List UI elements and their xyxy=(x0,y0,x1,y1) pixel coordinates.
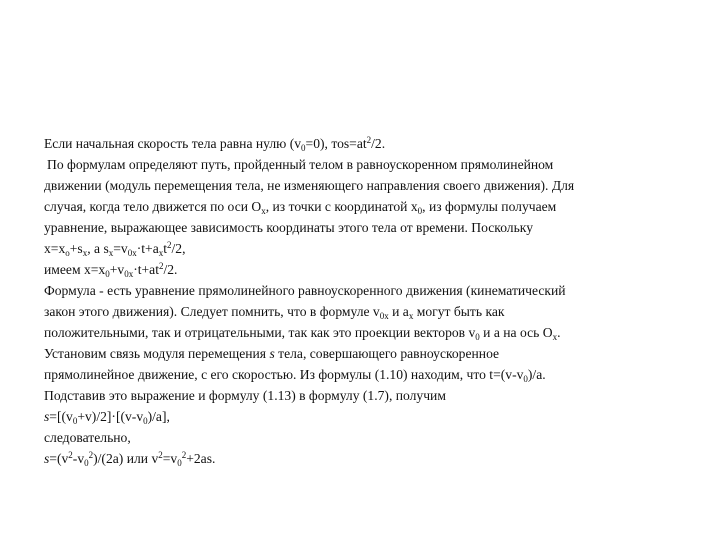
text-run: +s xyxy=(69,241,83,256)
superscript-text: 2 xyxy=(366,135,372,145)
text-run: ·t+at xyxy=(133,262,159,277)
text-run: -v xyxy=(72,451,85,466)
superscript-text: 2 xyxy=(167,240,172,250)
subscript-text: x xyxy=(261,206,266,216)
subscript-text: 0 xyxy=(72,416,78,426)
text-run: следовательно, xyxy=(44,430,131,445)
text-run: s xyxy=(269,346,275,361)
text-run: +2as. xyxy=(186,451,216,466)
text-run: тела, совершающего равноускоренное xyxy=(274,346,500,361)
text-run: Установим связь модуля перемещения xyxy=(44,346,270,361)
superscript-text: 2 xyxy=(88,450,94,460)
superscript-text: 2 xyxy=(158,450,163,460)
text-run: имеем x=x xyxy=(44,262,106,277)
text-run: =(v xyxy=(49,451,69,466)
text-run: =0), тоs=at xyxy=(305,136,367,151)
text-line xyxy=(44,301,680,322)
text-run: +v)/2]·[(v-v xyxy=(77,409,144,424)
text-run: +v xyxy=(109,262,125,277)
text-run: Если начальная скорость тела равна нулю (v xyxy=(44,136,302,151)
text-run: )/(2a) или v xyxy=(93,451,159,466)
subscript-text: x xyxy=(82,248,88,258)
text-line xyxy=(44,196,680,217)
superscript-text: 2 xyxy=(181,450,187,460)
subscript-text: x xyxy=(408,311,414,321)
text-run: Формула - есть уравнение прямолинейного равноускоренного движения (кинематический xyxy=(44,283,566,298)
text-run: уравнение, выражающее зависимость координаты этого тела от времени. Поскольку xyxy=(44,220,534,235)
subscript-text: 0 xyxy=(523,374,528,384)
text-run: движении (модуль перемещения тела, не изменяющего направления своего движения). Для xyxy=(44,178,575,193)
subscript-text: 0x xyxy=(379,311,389,321)
subscript-text: 0x xyxy=(124,269,134,279)
text-line xyxy=(44,448,680,469)
subscript-text: o xyxy=(65,248,70,258)
text-run: =v xyxy=(162,451,178,466)
text-run: прямолинейное движение, с его скоростью. Из формулы (1.10) находим, что t=(v-v xyxy=(44,367,524,382)
subscript-text: x xyxy=(552,332,558,342)
text-run: /2. xyxy=(371,136,386,151)
subscript-text: x xyxy=(158,248,164,258)
text-run: закон этого движения). Следует помнить, что в формуле v xyxy=(44,304,380,319)
subscript-text: 0 xyxy=(417,206,423,216)
document-text-block xyxy=(44,133,680,469)
text-run: могут быть как xyxy=(413,304,505,319)
subscript-text: 0 xyxy=(301,143,306,153)
superscript-text: 2 xyxy=(158,261,164,271)
text-run: случая, когда тело движется по оси O xyxy=(44,199,262,214)
text-run: s xyxy=(44,409,50,424)
text-run: )/a. xyxy=(527,367,546,382)
text-run: s xyxy=(44,451,50,466)
text-line xyxy=(44,427,680,448)
text-run: Подставив это выражение и формулу (1.13) в формулу (1.7), получим xyxy=(44,388,446,403)
subscript-text: 0x xyxy=(127,248,137,258)
text-run: , из точки с координатой x xyxy=(265,199,418,214)
text-run: t xyxy=(163,241,168,256)
text-run: x=x xyxy=(44,241,66,256)
text-line xyxy=(44,406,680,427)
text-line xyxy=(44,175,680,196)
text-run: /2, xyxy=(171,241,186,256)
text-run: и a xyxy=(388,304,409,319)
text-line xyxy=(44,322,680,343)
text-run: =v xyxy=(113,241,128,256)
superscript-text: 2 xyxy=(68,450,73,460)
text-line xyxy=(44,238,680,259)
subscript-text: 0 xyxy=(105,269,110,279)
text-line xyxy=(44,385,680,406)
text-line xyxy=(44,133,680,154)
subscript-text: 0 xyxy=(475,332,480,342)
subscript-text: 0 xyxy=(143,416,148,426)
text-line xyxy=(44,280,680,301)
subscript-text: x xyxy=(108,248,114,258)
text-run: положительными, так и отрицательными, так как это проекции векторов v xyxy=(44,325,476,340)
text-run: По формулам определяют путь, пройденный телом в равноускоренном прямолинейном xyxy=(47,157,554,172)
text-line xyxy=(44,217,680,238)
subscript-text: 0 xyxy=(177,458,182,468)
text-run: =[(v xyxy=(49,409,73,424)
text-line xyxy=(44,343,680,364)
text-run: , а s xyxy=(87,241,109,256)
text-run: /2. xyxy=(163,262,178,277)
text-run: и а на ось O xyxy=(479,325,553,340)
text-run: , из формулы получаем xyxy=(422,199,557,214)
text-line xyxy=(44,364,680,385)
text-line xyxy=(44,154,680,175)
subscript-text: 0 xyxy=(84,458,89,468)
text-line xyxy=(44,259,680,280)
text-run: ·t+a xyxy=(136,241,159,256)
text-run: )/a], xyxy=(147,409,170,424)
text-run: . xyxy=(557,325,561,340)
